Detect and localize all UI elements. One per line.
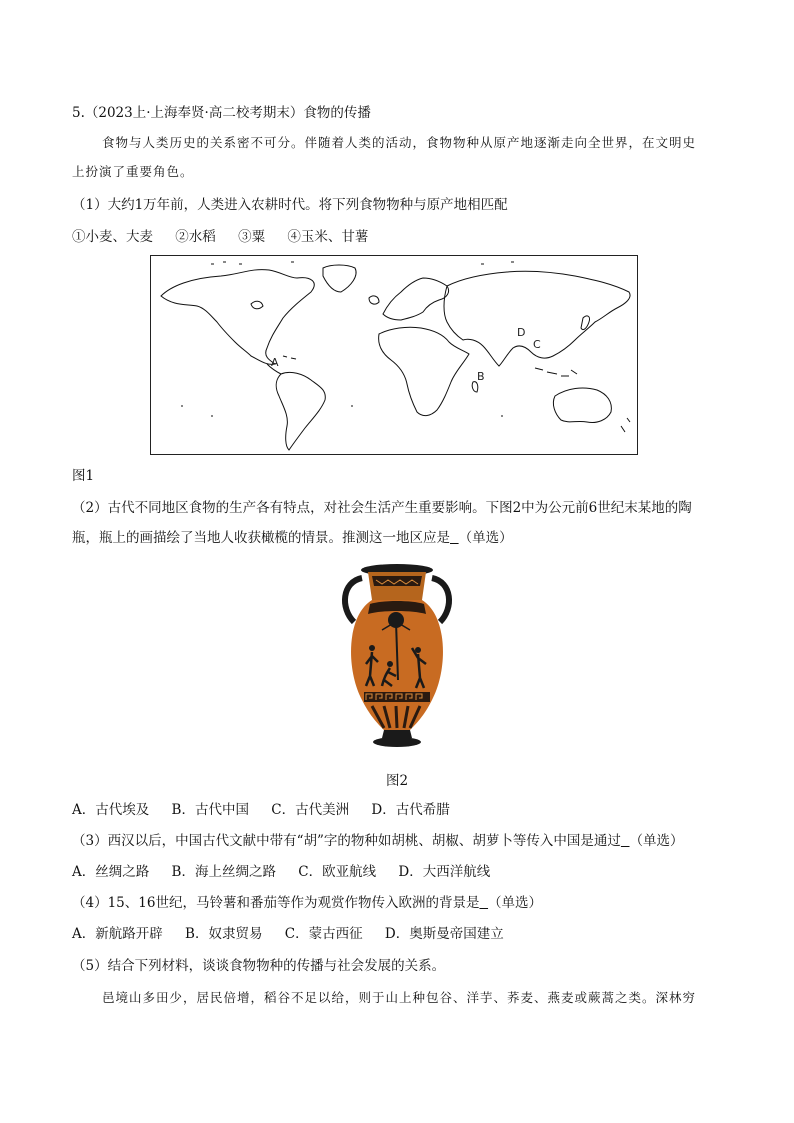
q1-option-2: ②水稻 (175, 229, 216, 245)
q4-text-suffix: （单选） (488, 895, 543, 911)
q3-text-suffix: （单选） (629, 833, 684, 849)
q2-option-c: C．古代美洲 (271, 802, 350, 818)
q4-options (72, 925, 504, 943)
q4-text (72, 894, 542, 912)
map-label-b: B (477, 370, 485, 383)
q1-option-1: ①小麦、大麦 (72, 229, 153, 245)
intro-text-line-2: 上扮演了重要角色。 (72, 164, 194, 179)
map-label-c: C (533, 338, 541, 351)
map-label-a: A (271, 356, 279, 369)
q4-text-main: （4）15、16世纪，马铃薯和番茄等作为观赏作物传入欧洲的背景是 (72, 895, 480, 911)
fig1-caption: 图1 (72, 468, 95, 484)
q3-text (72, 832, 684, 850)
amphora-illustration (332, 560, 462, 755)
q2-text-line-2 (72, 529, 513, 547)
q2-options (72, 801, 450, 819)
q2-text-suffix: （单选） (458, 530, 513, 546)
q3-option-d: D．大西洋航线 (398, 864, 491, 880)
map-label-d: D (517, 326, 526, 339)
intro-text-line-1: 食物与人类历史的关系密不可分。伴随着人类的活动，食物物种从原产地逐渐走向全世界，在文明史 (102, 135, 697, 150)
q2-option-a: A．古代埃及 (72, 802, 150, 818)
q3-option-c: C．欧亚航线 (298, 864, 377, 880)
world-map-outline (151, 256, 639, 456)
q4-option-b: B．奴隶贸易 (185, 926, 263, 942)
answer-blank (621, 833, 630, 849)
q1-option-3: ③粟 (238, 229, 266, 245)
q3-option-a: A．丝绸之路 (72, 864, 150, 880)
answer-blank (450, 530, 459, 546)
answer-blank (479, 895, 488, 911)
q4-option-a: A．新航路开辟 (72, 926, 163, 942)
q2-option-d: D．古代希腊 (371, 802, 450, 818)
q2-text-main: 瓶，瓶上的画描绘了当地人收获橄榄的情景。推测这一地区应是 (72, 530, 450, 546)
greek-amphora-image (332, 560, 462, 755)
q4-option-d: D．奥斯曼帝国建立 (384, 926, 504, 942)
question-header: 5.（2023上·上海奉贤·高二校考期末）食物的传播 (72, 105, 371, 121)
q3-option-b: B．海上丝绸之路 (171, 864, 276, 880)
q2-text-line-1: （2）古代不同地区食物的生产各有特点，对社会生活产生重要影响。下图2中为公元前6世纪末某地的陶 (72, 500, 692, 516)
q1-text: （1）大约1万年前，人类进入农耕时代。将下列食物物种与原产地相匹配 (72, 197, 508, 213)
q5-text: （5）结合下列材料，谈谈食物物种的传播与社会发展的关系。 (72, 958, 446, 974)
material-text-line-1: 邑境山多田少，居民倍增，稻谷不足以给，则于山上种包谷、洋芋、荞麦、燕麦或蕨蒿之类。深林穷 (102, 990, 697, 1005)
q3-text-main: （3）西汉以后，中国古代文献中带有“胡”字的物种如胡桃、胡椒、胡萝卜等传入中国是通过 (72, 833, 621, 849)
world-map (150, 255, 638, 455)
q4-option-c: C．蒙古西征 (284, 926, 363, 942)
q3-options (72, 863, 490, 881)
q1-option-4: ④玉米、甘薯 (287, 229, 369, 245)
fig2-caption: 图2 (386, 773, 409, 789)
q2-option-b: B．古代中国 (171, 802, 249, 818)
q1-options (72, 228, 368, 246)
